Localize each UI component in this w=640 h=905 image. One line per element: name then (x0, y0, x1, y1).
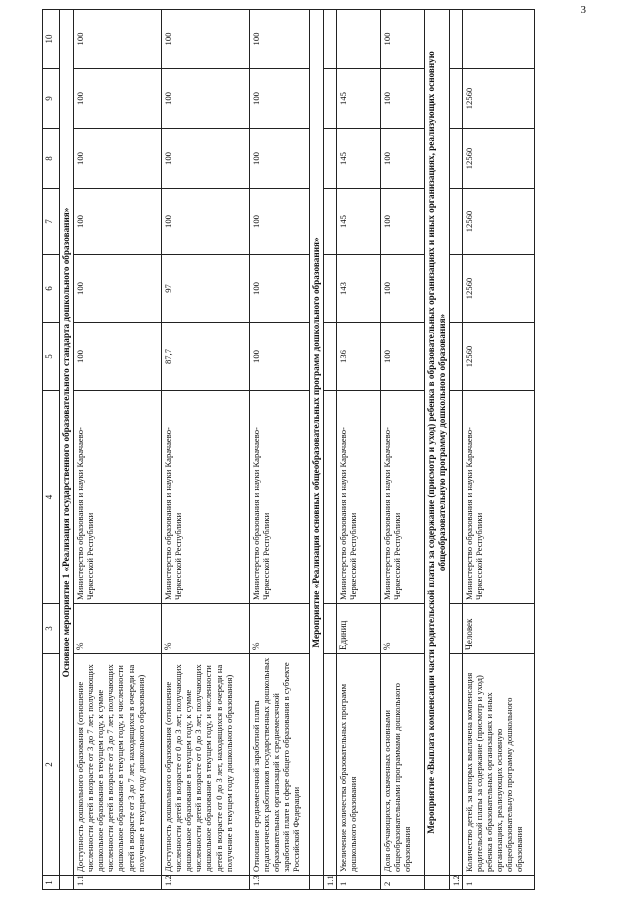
value-cell: 97 (161, 255, 249, 323)
table-row (161, 10, 249, 890)
value-cell: 100 (161, 189, 249, 255)
table-row (449, 10, 462, 890)
row-number: 1.2 (161, 876, 249, 890)
value-cell: 12560 (462, 189, 534, 255)
section-title: Основное мероприятие 1 «Реализация государственного образовательного стандарта дошкольного образования» (60, 10, 74, 876)
value-cell: 100 (380, 129, 424, 189)
value-cell (462, 10, 534, 69)
rotated-page (42, 10, 608, 890)
unit-cell: % (249, 604, 309, 654)
value-cell: 100 (161, 10, 249, 69)
value-cell: 100 (73, 189, 161, 255)
value-cell: 12560 (462, 69, 534, 129)
value-cell: 100 (73, 323, 161, 391)
value-cell: 100 (73, 10, 161, 69)
table-row (73, 10, 161, 890)
value-cell: 100 (249, 10, 309, 69)
header-cell: 3 (43, 604, 60, 654)
value-cell: 143 (336, 255, 380, 323)
value-cell: 100 (249, 69, 309, 129)
unit-cell: Единиц (336, 604, 380, 654)
section-row (424, 10, 449, 890)
unit-cell: % (161, 604, 249, 654)
header-cell: 8 (43, 129, 60, 189)
section-title: Мероприятие «Выплата компенсации части родительской платы за содержание (присмотр и уход) ребенка в образовательных организациях и иных организациях, реализующих основную общеобразовательную программу дошкольного образования» (424, 10, 449, 876)
table-row (323, 10, 336, 890)
header-cell: 5 (43, 323, 60, 391)
value-cell: 100 (73, 255, 161, 323)
row-number: 1.1 (323, 876, 336, 890)
unit-cell: Человек (462, 604, 534, 654)
table-row (336, 10, 380, 890)
value-cell: 100 (249, 323, 309, 391)
value-cell: 100 (380, 255, 424, 323)
row-number: 1.2 (449, 876, 462, 890)
table-row (380, 10, 424, 890)
row-number: 1.3 (249, 876, 309, 890)
section-row (60, 10, 74, 890)
value-cell: 100 (380, 189, 424, 255)
executor-cell: Министерство образования и науки Карачаево-Черкесской Республики (161, 391, 249, 604)
page-number: 3 (580, 4, 586, 16)
executor-cell: Министерство образования и науки Карачаево-Черкесской Республики (73, 391, 161, 604)
indicators-table (42, 9, 535, 890)
value-cell: 87,7 (161, 323, 249, 391)
value-cell: 100 (380, 10, 424, 69)
value-cell (336, 10, 380, 69)
header-cell: 6 (43, 255, 60, 323)
value-cell: 12560 (462, 323, 534, 391)
value-cell: 145 (336, 189, 380, 255)
value-cell: 100 (161, 69, 249, 129)
value-cell: 100 (73, 129, 161, 189)
table-row (462, 10, 534, 890)
row-number: 1 (336, 876, 380, 890)
indicator-name: Доля обучающихся, охваченных основными общеобразовательными программами дошкольного образования (380, 654, 424, 876)
value-cell: 100 (249, 255, 309, 323)
section-row (309, 10, 323, 890)
unit-cell: % (73, 604, 161, 654)
indicator-name: Доступность дошкольного образования (отношение численности детей в возрасте от 0 до 3 лет, получающих дошкольное образование в текущем году, к сумме численности детей в возрасте от 0 до 3 лет, получающих дошкольное образование в текущем году, и численности детей в возрасте от 0 до 3 лет, находящихся в очереди на получение в текущем году дошкольного образования) (161, 654, 249, 876)
value-cell: 145 (336, 69, 380, 129)
value-cell: 136 (336, 323, 380, 391)
executor-cell: Министерство образования и науки Карачаево-Черкесской Республики (336, 391, 380, 604)
header-cell: 9 (43, 69, 60, 129)
row-number: 1.1 (73, 876, 161, 890)
value-cell: 12560 (462, 255, 534, 323)
indicator-name: Количество детей, за которых выплачена компенсация родительской платы за содержание (присмотр и уход) ребенка в образовательных организациях и иных организациях, реализующих основную общеобразовательную программу дошкольного образования (462, 654, 534, 876)
header-cell: 4 (43, 391, 60, 604)
value-cell: 100 (380, 69, 424, 129)
executor-cell: Министерство образования и науки Карачаево-Черкесской Республики (462, 391, 534, 604)
indicator-name: Доступность дошкольного образования (отношение численности детей в возрасте от 3 до 7 лет, получающих дошкольное образование в текущем году, к сумме численности детей в возрасте от 3 до 7 лет, получающих дошкольное образование в текущем году, и численности детей в возрасте от 3 до 7 лет, находящихся в очереди на получение в текущем году дошкольного образования) (73, 654, 161, 876)
value-cell: 100 (73, 69, 161, 129)
value-cell: 100 (380, 323, 424, 391)
executor-cell: Министерство образования и науки Карачаево-Черкесской Республики (249, 391, 309, 604)
unit-cell: % (380, 604, 424, 654)
value-cell: 100 (249, 129, 309, 189)
indicator-name: Отношение среднемесячной заработной платы педагогических работников государственных дошкольных образовательных организаций к среднемесячной заработной плате в сфере общего образования в субъекте Российской Федерации (249, 654, 309, 876)
table-row (249, 10, 309, 890)
header-cell: 1 (43, 876, 60, 890)
header-row (43, 10, 60, 890)
section-title: Мероприятие «Реализация основных общеобразовательных программ дошкольного образования» (309, 10, 323, 876)
row-number: 1 (462, 876, 534, 890)
value-cell: 12560 (462, 129, 534, 189)
header-cell: 2 (43, 654, 60, 876)
indicator-name: Увеличение количества образовательных программ дошкольного образования (336, 654, 380, 876)
header-cell: 7 (43, 189, 60, 255)
value-cell: 100 (249, 189, 309, 255)
value-cell: 100 (161, 129, 249, 189)
row-number: 2 (380, 876, 424, 890)
header-cell: 10 (43, 10, 60, 69)
executor-cell: Министерство образования и науки Карачаево-Черкесской Республики (380, 391, 424, 604)
value-cell: 145 (336, 129, 380, 189)
